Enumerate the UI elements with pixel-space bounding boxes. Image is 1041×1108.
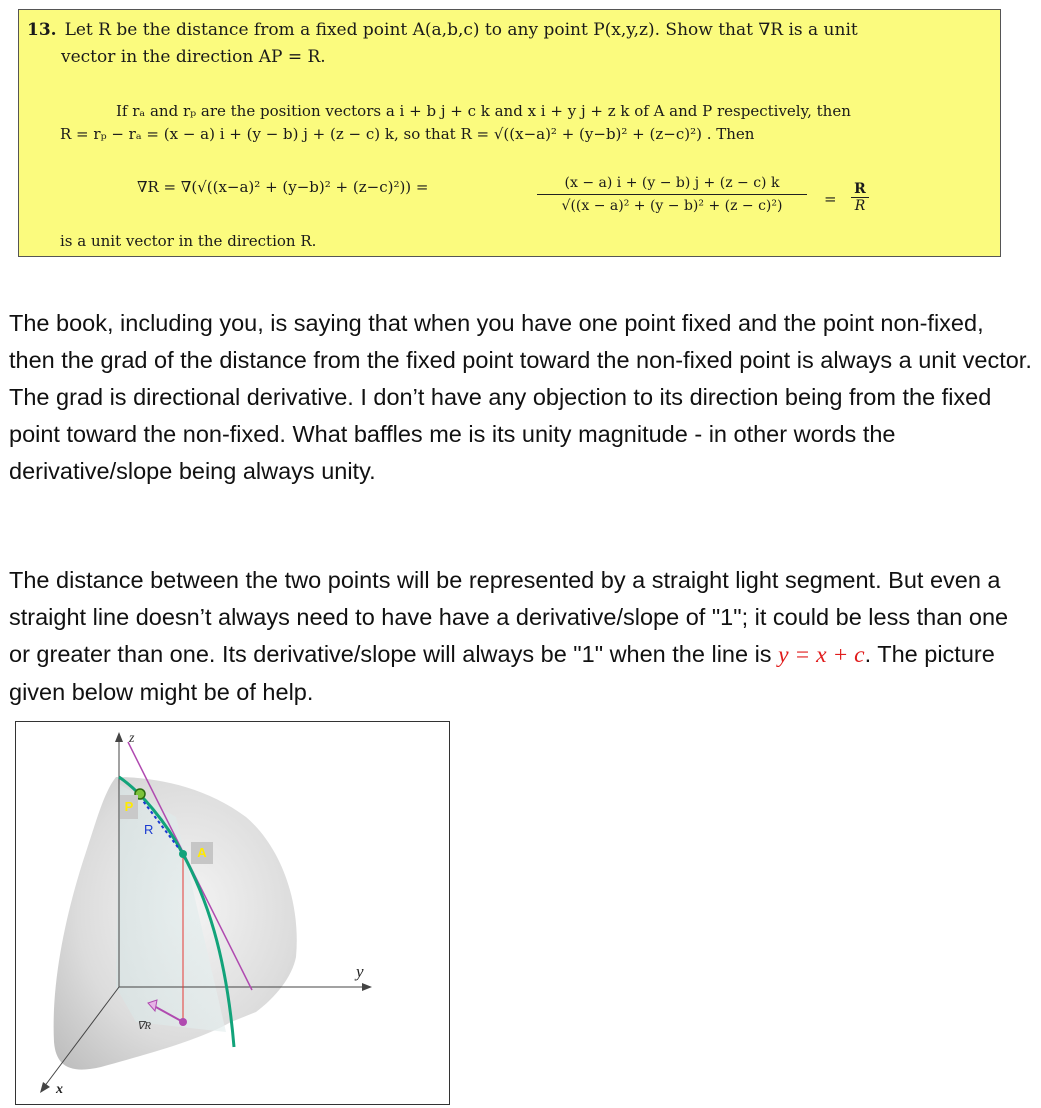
problem-statement-line1 <box>27 20 858 40</box>
problem-statement-text: Let R be the distance from a fixed point A(a,b,c) to any point P(x,y,z). Show that ∇R is a unit <box>64 20 858 40</box>
y-axis-label: y <box>356 962 364 981</box>
result-denominator: R <box>854 198 866 214</box>
point-p-label: P <box>120 795 138 819</box>
gradient-numerator: (x − a) i + (y − b) j + (z − c) k <box>537 175 807 195</box>
point-a-label: A <box>191 842 213 864</box>
diagram-svg <box>16 722 449 1104</box>
gradient-lhs: ∇R = ∇(√((x−a)² + (y−b)² + (z−c)²)) = <box>137 178 429 196</box>
y-axis-arrow <box>362 983 372 991</box>
problem-number: 13. <box>27 20 57 40</box>
x-axis-label: x <box>56 1082 63 1097</box>
problem-box <box>18 9 1001 257</box>
grad-base-marker <box>179 1018 187 1026</box>
grad-vector-label: ∇R <box>137 1020 152 1032</box>
paragraph-1: The book, including you, is saying that when you have one point fixed and the point non-fixed, then the grad of the distance from the fixed point toward the non-fixed point is always a unit vector. The grad is directional derivative. I don’t have any objection to its direction being from the fixed point toward the non-fixed. What baffles me is its unity magnitude - in other words the derivative/slope being always unity. <box>9 310 1032 484</box>
position-vectors-line: If rₐ and rₚ are the position vectors a i + b j + c k and x i + y j + z k of A and P respectively, then <box>116 102 851 120</box>
z-axis-arrow <box>115 732 123 742</box>
gradient-fraction <box>537 175 807 214</box>
r-definition-line: R = rₚ − rₐ = (x − a) i + (y − b) j + (z − c) k, so that R = √((x−a)² + (y−b)² + (z−c)²) . Then <box>60 125 755 143</box>
line-formula: y = x + c <box>778 642 865 668</box>
z-axis-label: z <box>129 731 135 746</box>
problem-statement-line2: vector in the direction AP = R. <box>61 47 326 67</box>
conclusion-line: is a unit vector in the direction R. <box>60 232 317 250</box>
vector-r-label: R <box>144 822 154 837</box>
gradient-denominator: √((x − a)² + (y − b)² + (z − c)²) <box>561 198 783 214</box>
result-numerator: R <box>851 181 869 198</box>
paragraph-2-end: . The picture given below might be of help. <box>9 641 995 705</box>
x-axis-arrow <box>40 1082 50 1093</box>
equals-sign: = <box>824 190 837 208</box>
paragraph-2 <box>9 562 1034 711</box>
surface-diagram <box>15 721 450 1105</box>
result-fraction <box>851 181 869 214</box>
paragraph-2-text: The distance between the two points will be represented by a straight light segment. But even a straight line doesn’t always need to have have a derivative/slope of "1"; it could be less than one or greater than one. Its derivative/slope will always be "1" when the line is <box>9 567 1009 667</box>
point-a-marker <box>179 850 187 858</box>
